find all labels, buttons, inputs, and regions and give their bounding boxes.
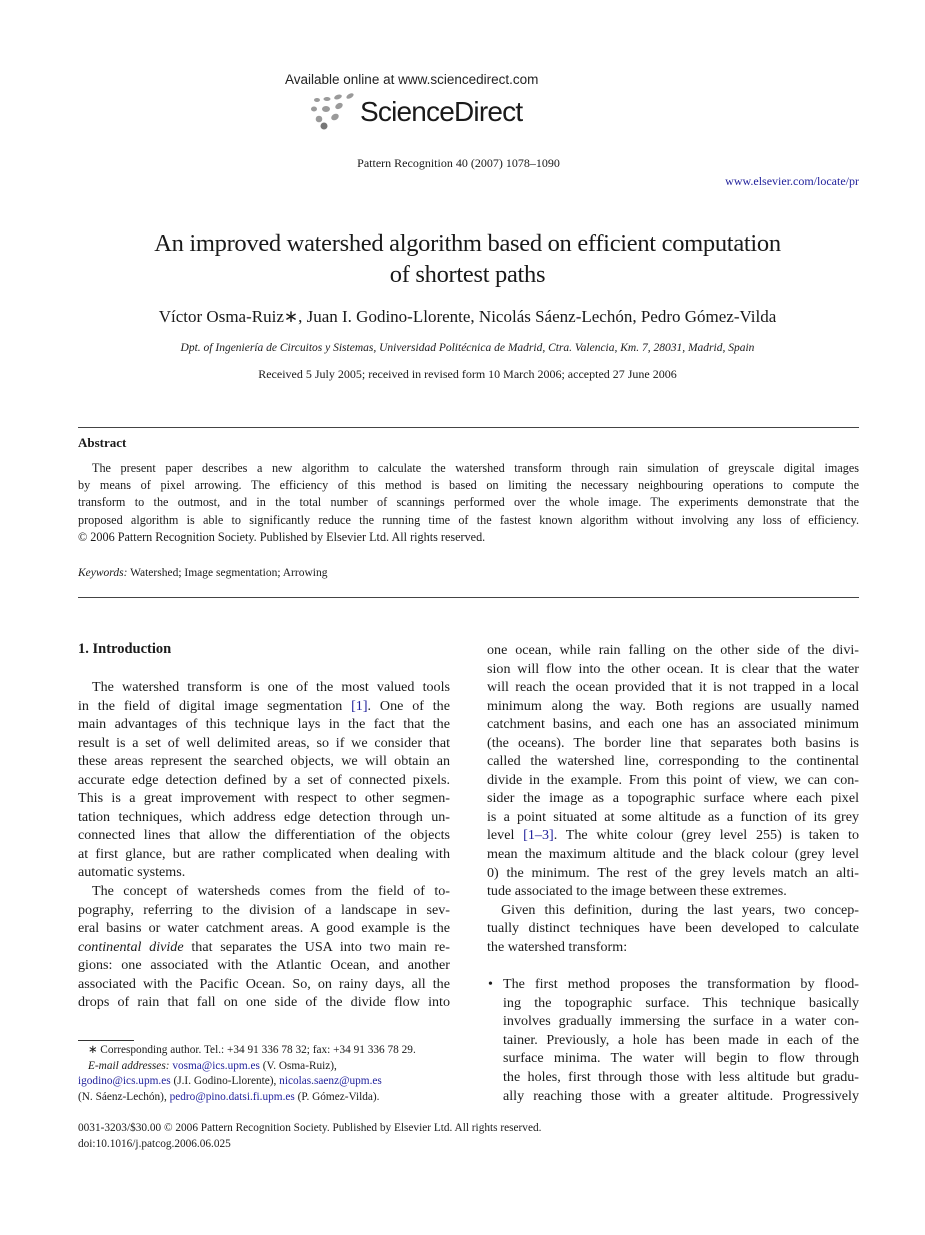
text-line: [78, 752, 450, 771]
text-line: [78, 771, 450, 790]
text-span: sider the image as a topographic surface where each pixel: [487, 790, 859, 807]
section-heading: 1. Introduction: [78, 641, 172, 657]
text-line: [487, 882, 859, 901]
text-span: © 2006 Pattern Recognition Society. Published by Elsevier Ltd. All rights reserved.: [78, 529, 486, 544]
text-span: (J.I. Godino-Llorente),: [170, 1075, 280, 1088]
journal-url-link[interactable]: www.elsevier.com/locate/pr: [725, 174, 859, 188]
abstract-body: [78, 460, 859, 546]
abstract-heading: Abstract: [78, 435, 127, 450]
text-line: [487, 678, 859, 697]
text-span: (P. Gómez-Vilda).: [294, 1090, 380, 1103]
affiliation: Dpt. of Ingeniería de Circuitos y Sistemas, Universidad Politécnica de Madrid, Ctra. Valencia, Km. 7, 28031, Madrid, Spain: [180, 342, 755, 354]
authors: Víctor Osma-Ruiz∗, Juan I. Godino-Llorente, Nicolás Sáenz-Lechón, Pedro Gómez-Vilda: [158, 307, 777, 326]
sciencedirect-logo: ScienceDirect: [360, 96, 523, 127]
text-line: [503, 1068, 859, 1087]
text-span: (the oceans). The border line that separates both basins is: [487, 734, 859, 751]
text-line: [487, 845, 859, 864]
text-line: [78, 1043, 450, 1059]
text-line: [78, 1090, 450, 1106]
text-span: level: [487, 827, 524, 844]
text-span: minimum along the way. Both regions are usually named: [487, 697, 859, 714]
text-span: ∗ Corresponding author. Tel.: +34 91 336 78 32; fax: +34 91 336 78 29.: [88, 1044, 416, 1056]
page-footer: [78, 1120, 541, 1152]
text-span: that separates the USA into two main re-: [183, 938, 450, 955]
text-line: [78, 975, 450, 994]
divider: [78, 427, 859, 428]
text-line: [78, 512, 859, 529]
text-line: [503, 1012, 859, 1031]
copyright-line: 0031-3203/$30.00 © 2006 Pattern Recognition Society. Published by Elsevier Ltd. All rights reserved.: [78, 1122, 542, 1134]
text-line: [487, 715, 859, 734]
text-line: [78, 789, 450, 808]
title-line: of shortest paths: [389, 261, 546, 288]
text-line: [78, 494, 859, 511]
text-span: The concept of watersheds comes from the field of to-: [92, 883, 450, 900]
text-span: catchment basins, and each one has an associated minimum: [487, 716, 859, 733]
text-line: [78, 1059, 450, 1075]
text-span: This is a great improvement with respect to other segmen-: [78, 790, 450, 807]
text-span: called the watershed line, corresponding to the continental: [487, 753, 859, 770]
text-line: [78, 826, 450, 845]
text-span: involves gradually immersing the surface in a water con-: [503, 1013, 859, 1030]
footnote-rule: [78, 1040, 134, 1041]
divider: [78, 597, 859, 598]
text-line: [487, 734, 859, 753]
sciencedirect-logo-icon: [305, 92, 360, 132]
text-span: result is a set of well delimited areas, so if we consider that: [78, 734, 450, 751]
text-span: connected lines that allow the differentiation of the objects: [78, 827, 450, 844]
text-span: The watershed transform is one of the most valued tools: [92, 679, 450, 695]
text-line: [78, 993, 450, 1012]
text-span: tually distinct techniques have been developed to calculate: [487, 920, 859, 937]
text-line: [487, 697, 859, 716]
text-line: [487, 901, 859, 920]
keywords: [78, 567, 327, 579]
text-line: [78, 715, 450, 734]
text-line: [78, 460, 859, 477]
text-span: . One of the: [367, 697, 450, 714]
text-span: divide in the example. From this point of view, we can con-: [487, 771, 859, 788]
text-span: The first method proposes the transformation by flood-: [503, 976, 859, 993]
reference-link[interactable]: nicolas.saenz@upm.es: [279, 1075, 382, 1088]
text-line: [503, 994, 859, 1013]
text-line: [487, 752, 859, 771]
reference-link[interactable]: pedro@pino.datsi.fi.upm.es: [169, 1090, 295, 1103]
text-span: mean the maximum altitude and the black colour (grey level: [487, 846, 859, 863]
text-line: [487, 808, 859, 827]
text-span: sion will flow into the other ocean. It is clear that the water: [487, 660, 859, 677]
text-line: [78, 734, 450, 753]
text-line: [503, 1087, 859, 1106]
text-span: ally reaching those with a greater altitude. Progressively: [503, 1087, 859, 1104]
text-line: [487, 660, 859, 679]
text-line: [487, 864, 859, 883]
keywords-value: Watershed; Image segmentation; Arrowing: [127, 567, 328, 579]
available-online-text: Available online at www.sciencedirect.com: [285, 72, 539, 87]
text-span: main advantages of this technique lays in the fact that the: [78, 716, 450, 733]
text-span: the holes, first through those with less altitude but gradu-: [503, 1069, 859, 1086]
right-column: [487, 641, 859, 1105]
text-line: [487, 919, 859, 938]
reference-link[interactable]: [1–3]: [523, 827, 554, 844]
text-line: [78, 1074, 450, 1090]
doi: doi:10.1016/j.patcog.2006.06.025: [78, 1138, 231, 1150]
text-span: by means of pixel arrowing. The efficiency of this method is based on limiting the necessary neighbouring operations to compute the: [78, 478, 859, 493]
text-span: Given this definition, during the last years, two concep-: [501, 901, 859, 918]
text-span: eral basins or water catchment areas. A good example is the: [78, 920, 450, 937]
left-column: [78, 678, 450, 1012]
text-line: [78, 845, 450, 864]
text-line: [487, 938, 859, 957]
text-span: these areas represent the searched objects, we will obtain an: [78, 753, 450, 770]
text-line: [487, 826, 859, 845]
text-line: [487, 789, 859, 808]
text-span: tainer. Previously, a hole has been made in each of the: [503, 1031, 859, 1048]
text-line: [503, 975, 859, 994]
text-span: pography, referring to the division of a landscape in sev-: [78, 901, 450, 918]
text-line: [78, 956, 450, 975]
text-span: gions: one associated with the Atlantic Ocean, and another: [78, 957, 450, 974]
journal-citation: Pattern Recognition 40 (2007) 1078–1090: [357, 156, 560, 170]
text-span: in the field of digital image segmentation: [78, 697, 352, 714]
text-line: [503, 1031, 859, 1050]
text-span: is a point situated at some altitude as a function of its grey: [487, 808, 859, 825]
text-span: ing the topographic surface. This technique basically: [503, 994, 859, 1011]
text-line: [78, 901, 450, 920]
text-span: at first glance, but are rather complicated when dealing with: [78, 845, 450, 862]
text-span: continental divide: [78, 938, 184, 955]
text-span: The present paper describes a new algorithm to calculate the watershed transform through rain simulation of greyscale digital images: [92, 461, 859, 475]
text-span: the watershed transform:: [487, 938, 628, 955]
footnote: [78, 1043, 450, 1105]
text-span: associated with the Pacific Ocean. So, on rainy days, all the: [78, 975, 450, 992]
bullet-item: [487, 975, 859, 1105]
text-line: [78, 808, 450, 827]
text-line: [78, 882, 450, 901]
bullet-marker: •: [488, 976, 493, 993]
text-line: [78, 938, 450, 957]
text-line: [78, 477, 859, 494]
paper-title: [0, 228, 925, 290]
text-line: [503, 1049, 859, 1068]
text-span: transform to the outmost, and in the total number of scannings performed over the whole image. The experiments demonstrate that the: [78, 495, 859, 510]
text-span: 0) the minimum. The rest of the grey levels match an alti-: [487, 864, 859, 881]
text-line: [78, 919, 450, 938]
text-span: one ocean, while rain falling on the other side of the divi-: [487, 642, 859, 658]
text-line: [78, 697, 450, 716]
reference-link[interactable]: vosma@ics.upm.es: [172, 1059, 260, 1072]
text-line: [487, 641, 859, 660]
text-span: will reach the ocean provided that it is not trapped in a local: [487, 679, 859, 696]
text-span: tation techniques, which address edge detection through un-: [78, 808, 450, 825]
title-line: An improved watershed algorithm based on efficient computation: [154, 230, 781, 257]
received-dates: Received 5 July 2005; received in revised form 10 March 2006; accepted 27 June 2006: [258, 367, 677, 381]
reference-link[interactable]: [1]: [351, 697, 368, 714]
keywords-label: Keywords:: [78, 567, 128, 579]
text-span: surface minima. The water will begin to flow through: [503, 1050, 859, 1067]
text-span: (V. Osma-Ruiz),: [259, 1059, 337, 1072]
text-line: [78, 863, 450, 882]
text-line: [78, 678, 450, 697]
text-line: [487, 771, 859, 790]
text-span: E-mail addresses:: [88, 1059, 170, 1072]
text-span: tude associated to the image between these extremes.: [487, 883, 787, 900]
text-span: drops of rain that fall on one side of the divide flow into: [78, 994, 450, 1011]
text-line: [78, 529, 859, 546]
text-span: accurate edge detection defined by a set of connected pixels.: [78, 771, 450, 788]
reference-link[interactable]: igodino@ics.upm.es: [78, 1075, 171, 1088]
text-span: . The white colour (grey level 255) is taken to: [553, 827, 859, 844]
text-span: automatic systems.: [78, 864, 186, 881]
text-span: proposed algorithm is able to significantly reduce the running time of the fastest known algorithm without involving any loss of efficiency.: [78, 512, 859, 527]
text-span: (N. Sáenz-Lechón),: [78, 1090, 170, 1103]
